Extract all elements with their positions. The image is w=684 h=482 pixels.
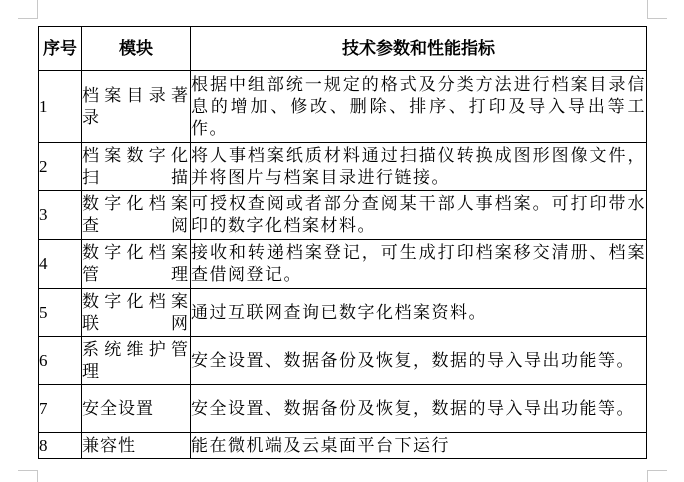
row-no: 6	[39, 337, 82, 385]
row-spec: 能在微机端及云桌面平台下运行	[191, 433, 647, 459]
row-spec: 将人事档案纸质材料通过扫描仪转换成图形图像文件，并将图片与档案目录进行链接。	[191, 143, 647, 191]
row-no: 4	[39, 240, 82, 289]
crop-mark-bottom-right-v	[647, 470, 648, 482]
table-row	[39, 337, 647, 385]
row-no: 1	[39, 71, 82, 143]
table-header-row	[39, 27, 647, 71]
row-module: 档案目录著录	[82, 71, 191, 143]
row-module: 数字化档案查阅	[82, 191, 191, 240]
crop-mark-top-right-v	[647, 0, 648, 19]
row-spec: 根据中组部统一规定的格式及分类方法进行档案目录信息的增加、修改、删除、排序、打印及导入导出等工作。	[191, 71, 647, 143]
row-no: 8	[39, 433, 82, 459]
crop-mark-top-right-h	[647, 18, 667, 19]
table-row	[39, 191, 647, 240]
row-spec: 安全设置、数据备份及恢复，数据的导入导出功能等。	[191, 385, 647, 433]
crop-mark-top-left-v	[37, 0, 38, 19]
crop-mark-bottom-left-v	[37, 470, 38, 482]
row-spec: 可授权查阅或者部分查阅某干部人事档案。可打印带水印的数字化档案材料。	[191, 191, 647, 240]
table-row	[39, 71, 647, 143]
table-row	[39, 143, 647, 191]
row-module: 系统维护管理	[82, 337, 191, 385]
table-row	[39, 289, 647, 337]
row-no: 3	[39, 191, 82, 240]
row-module: 兼容性	[82, 433, 191, 459]
crop-mark-top-left-h	[18, 18, 38, 19]
crop-mark-bottom-right-h	[647, 470, 667, 471]
row-no: 2	[39, 143, 82, 191]
row-module: 数字化档案管理	[82, 240, 191, 289]
table-row	[39, 385, 647, 433]
row-module: 数字化档案联网	[82, 289, 191, 337]
header-no: 序号	[39, 27, 82, 71]
table-row	[39, 433, 647, 459]
row-spec: 通过互联网查询已数字化档案资料。	[191, 289, 647, 337]
row-no: 5	[39, 289, 82, 337]
row-spec: 接收和转递档案登记，可生成打印档案移交清册、档案查借阅登记。	[191, 240, 647, 289]
row-module: 档案数字化扫描	[82, 143, 191, 191]
spec-table	[38, 26, 647, 459]
header-spec: 技术参数和性能指标	[191, 27, 647, 71]
table-row	[39, 240, 647, 289]
crop-mark-bottom-left-h	[18, 470, 38, 471]
row-module: 安全设置	[82, 385, 191, 433]
row-no: 7	[39, 385, 82, 433]
header-module: 模块	[82, 27, 191, 71]
row-spec: 安全设置、数据备份及恢复，数据的导入导出功能等。	[191, 337, 647, 385]
